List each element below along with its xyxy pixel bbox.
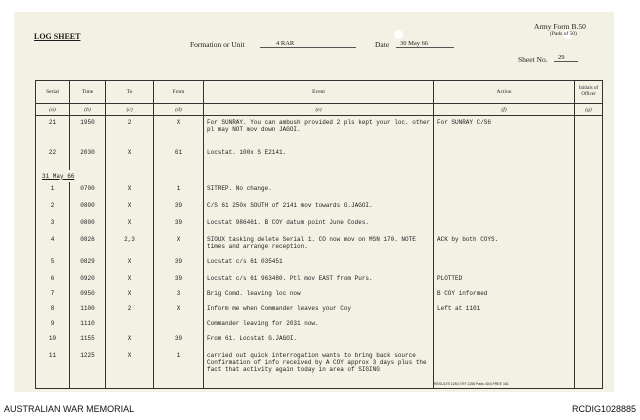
cell-initials [575,287,603,302]
cell-action [434,332,575,349]
col-serial: Serial [36,81,70,104]
cell-action [434,146,575,170]
cell-event: Locstat c/s 61 035451 [204,255,434,272]
cell-event: Locstat c/s 61 963480. Ptl mov EAST from Purs. [204,272,434,287]
date-label: Date [375,40,390,49]
cell-from [154,317,204,332]
cell-time: 1155 [70,332,106,349]
col-letter: (e) [204,104,434,116]
log-entry-row [36,302,603,317]
cell-to: X [106,182,154,199]
col-letter: (c) [106,104,154,116]
cell-serial: 9 [36,317,70,332]
cell-from: 61 [154,146,204,170]
log-entry-row [36,116,603,146]
cell-initials [575,116,603,146]
date-value [396,40,454,48]
cell-initials [575,182,603,199]
empty-cell [204,170,434,182]
date-value-text: 30 May 66 [400,40,429,47]
cell-serial: 22 [36,146,70,170]
col-letter: (a) [36,104,70,116]
cell-from: 3 [154,287,204,302]
log-entry-row [36,199,603,216]
cell-action: Left at 1101 [434,302,575,317]
col-letter: (g) [575,104,603,116]
empty-cell [154,383,204,389]
punch-hole [394,30,403,39]
formation-value [260,40,356,48]
col-event: Event [204,81,434,104]
log-entry-row [36,233,603,255]
print-note: RESULTS 1264 7/97 1158 Pads 40/4 FREE 161 [434,382,509,386]
cell-time: 0826 [70,233,106,255]
cell-event: Brig Comd. leaving loc now [204,287,434,302]
cell-serial: 1 [36,182,70,199]
log-entry-row [36,146,603,170]
cell-from: X [154,116,204,146]
cell-initials [575,317,603,332]
sheet-no-value [554,54,578,62]
cell-initials [575,199,603,216]
cell-from: 1 [154,182,204,199]
cell-time: 2030 [70,146,106,170]
cell-to: X [106,272,154,287]
cell-serial: 2 [36,199,70,216]
cell-time: 0700 [70,182,106,199]
cell-action [434,216,575,233]
cell-action: PLOTTED [434,272,575,287]
cell-initials [575,216,603,233]
column-letters-row [36,104,603,116]
cell-from: 1 [154,349,204,383]
cell-to: 2 [106,302,154,317]
cell-to: X [106,255,154,272]
empty-cell [204,383,434,389]
cell-time: 0950 [70,287,106,302]
cell-event: carried out quick interrogation wants to bring back source Confirmation of info received by A COY approx 3 days plus the fact that activity again today in area of SIGING [204,349,434,383]
empty-cell [36,383,70,389]
col-letter: (b) [70,104,106,116]
filler-row [36,383,603,389]
cell-from: X [154,302,204,317]
cell-time: 1110 [70,317,106,332]
cell-serial: 8 [36,302,70,317]
log-entry-row [36,255,603,272]
cell-serial: 7 [36,287,70,302]
cell-to: X [106,287,154,302]
col-to: To [106,81,154,104]
archive-credit: AUSTRALIAN WAR MEMORIAL [4,404,135,414]
empty-cell [106,383,154,389]
log-entry-row [36,272,603,287]
log-entry-row [36,349,603,383]
cell-action [434,199,575,216]
cell-serial: 4 [36,233,70,255]
cell-serial: 6 [36,272,70,287]
cell-from: X [154,233,204,255]
army-form-label: Army Form B.50 [534,22,586,31]
cell-from: 39 [154,199,204,216]
cell-to: 2,3 [106,233,154,255]
col-time: Time [70,81,106,104]
page-title: LOG SHEET [34,32,81,41]
col-action: Action [434,81,575,104]
cell-time: 1950 [70,116,106,146]
cell-event: From 61. Locstat G.JAGOI. [204,332,434,349]
cell-time: 0920 [70,272,106,287]
cell-event: C/S 61 250x SOUTH of 2141 mov towards G.JAGOI. [204,199,434,216]
cell-from: 39 [154,255,204,272]
formation-value-text: 4 RAR [276,40,295,47]
empty-cell [154,170,204,182]
cell-to: X [106,349,154,383]
cell-initials [575,332,603,349]
date-divider-row [36,170,603,182]
archive-id: RCDIG1028885 [571,404,636,414]
log-body [36,116,603,389]
cell-initials [575,302,603,317]
cell-event: Inform me when Commander leaves your Coy [204,302,434,317]
col-letter: (d) [154,104,204,116]
empty-cell [575,170,603,182]
cell-action: ACK by both COYS. [434,233,575,255]
cell-to: X [106,199,154,216]
sheet-no-value-text: 29 [558,54,565,61]
cell-from: 39 [154,216,204,233]
cell-initials [575,233,603,255]
cell-time: 1225 [70,349,106,383]
date-divider-cell [36,170,106,182]
cell-event: Commander leaving for 2031 now. [204,317,434,332]
cell-event: For SUNRAY. You can ambush provided 2 pls kept your loc. other pl may NOT mov down JAGOI. [204,116,434,146]
cell-to: X [106,146,154,170]
cell-action: B COY informed [434,287,575,302]
cell-time: 0800 [70,216,106,233]
col-initials: Initials of Officer [575,81,603,104]
cell-initials [575,146,603,170]
col-from: From [154,81,204,104]
empty-cell [106,170,154,182]
cell-to [106,317,154,332]
empty-cell [70,383,106,389]
cell-initials [575,272,603,287]
log-entry-row [36,182,603,199]
cell-from: 39 [154,332,204,349]
cell-serial: 10 [36,332,70,349]
col-letter: (f) [434,104,575,116]
cell-to: 2 [106,116,154,146]
cell-serial: 5 [36,255,70,272]
log-table [35,80,603,389]
formation-label: Formation or Unit [190,40,245,49]
cell-serial: 21 [36,116,70,146]
cell-to: X [106,332,154,349]
date-divider-text: 31 May 66 [42,172,75,180]
cell-action [434,349,575,383]
cell-time: 0829 [70,255,106,272]
pads-of-label: (Pads of 50) [550,31,577,37]
cell-time: 0800 [70,199,106,216]
cell-event: SITREP. No change. [204,182,434,199]
empty-cell [575,383,603,389]
log-entry-row [36,332,603,349]
cell-serial: 11 [36,349,70,383]
cell-action [434,182,575,199]
archive-footer [0,398,640,420]
cell-action [434,317,575,332]
sheet-no-label: Sheet No. [518,55,548,64]
log-entry-row [36,216,603,233]
cell-event: SIOUX tasking delete Serial 1. CO now mov on MSN 170. NOTE times and arrange reception. [204,233,434,255]
log-entry-row [36,287,603,302]
cell-initials [575,255,603,272]
log-sheet-page [14,12,614,392]
cell-event: Locstat 986461. B COY datum point June Codes. [204,216,434,233]
cell-initials [575,349,603,383]
cell-event: Locstat. 100x S E2141. [204,146,434,170]
cell-to: X [106,216,154,233]
cell-from: 39 [154,272,204,287]
cell-time: 1100 [70,302,106,317]
log-entry-row [36,317,603,332]
empty-cell [434,170,575,182]
cell-action: For SUNRAY C/S6 [434,116,575,146]
cell-serial: 3 [36,216,70,233]
cell-action [434,255,575,272]
